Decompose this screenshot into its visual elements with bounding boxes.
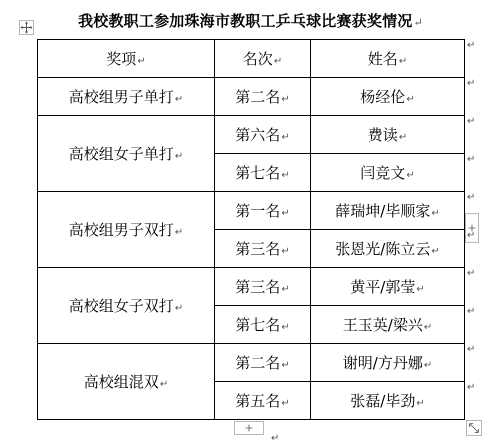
end-of-row-mark-icon: ↵ [467, 192, 476, 203]
rank-cell[interactable] [215, 268, 311, 306]
paragraph-mark-icon: ↵ [281, 284, 290, 295]
end-of-row-mark-icon: ↵ [467, 116, 476, 127]
rank-cell-text: 第三名 [235, 278, 281, 296]
paragraph-mark-icon: ↵ [416, 284, 425, 295]
rank-cell[interactable] [215, 230, 311, 268]
end-of-row-mark-icon: ↵ [467, 268, 476, 279]
table-row [38, 344, 465, 382]
name-cell[interactable] [311, 116, 465, 154]
name-cell[interactable] [311, 268, 465, 306]
end-of-row-mark-icon: ↵ [467, 306, 476, 317]
paragraph-mark-icon: ↵ [423, 322, 433, 333]
name-cell-text: 费读 [367, 126, 398, 144]
table-row [38, 192, 465, 230]
table-row [38, 268, 465, 306]
rank-cell-text: 第五名 [235, 392, 281, 410]
event-cell-text: 高校组男子双打 [68, 221, 174, 239]
end-of-row-mark-icon: ↵ [467, 230, 476, 241]
add-row-button[interactable] [234, 421, 264, 435]
end-of-row-mark-icon: ↵ [467, 382, 476, 393]
rank-cell-text: 第一名 [235, 202, 281, 220]
rank-cell-text: 第二名 [235, 88, 281, 106]
name-cell-text: 张恩光/陈立云 [335, 240, 431, 258]
paragraph-mark-icon: ↵ [281, 208, 290, 219]
paragraph-mark-icon: ↵ [281, 170, 290, 181]
event-cell-text: 高校组女子双打 [68, 297, 174, 315]
name-cell[interactable] [311, 344, 465, 382]
name-cell[interactable] [311, 382, 465, 420]
header-cell-name[interactable] [311, 40, 465, 78]
rank-cell[interactable] [215, 116, 311, 154]
name-cell[interactable] [311, 154, 465, 192]
rank-cell-text: 第七名 [235, 316, 281, 334]
paragraph-mark-icon: ↵ [159, 379, 169, 390]
resize-diagonal-icon [467, 421, 481, 435]
paragraph-mark-icon: ↵ [281, 94, 290, 105]
table-header-row [38, 40, 465, 78]
paragraph-mark-icon: ↵ [174, 94, 184, 105]
paragraph-mark-icon: ↵ [271, 433, 280, 444]
end-of-row-mark-icon: ↵ [467, 344, 476, 355]
end-of-row-mark-icon: ↵ [467, 154, 476, 165]
paragraph-mark-icon: ↵ [137, 56, 146, 67]
paragraph-mark-icon: ↵ [174, 227, 184, 238]
rank-cell[interactable] [215, 78, 311, 116]
paragraph-mark-icon: ↵ [281, 360, 290, 371]
name-cell-text: 王玉英/梁兴 [342, 316, 423, 334]
name-cell[interactable] [311, 192, 465, 230]
rank-cell-text: 第六名 [235, 126, 281, 144]
event-cell[interactable] [38, 344, 215, 420]
paragraph-mark-icon: ↵ [174, 303, 184, 314]
event-cell[interactable] [38, 268, 215, 344]
rank-cell[interactable] [215, 344, 311, 382]
paragraph-mark-icon: ↵ [281, 246, 290, 257]
rank-cell[interactable] [215, 382, 311, 420]
paragraph-mark-icon: ↵ [406, 170, 415, 181]
header-cell-rank[interactable] [215, 40, 311, 78]
event-cell-text: 高校组男子单打 [68, 88, 174, 106]
name-cell-text: 张磊/毕劲 [350, 392, 416, 410]
paragraph-mark-icon: ↵ [281, 132, 290, 143]
table-row [38, 116, 465, 154]
plus-icon [235, 422, 263, 434]
document-title-text: 我校教职工参加珠海市教职工乒乓球比赛获奖情况 [78, 12, 413, 30]
paragraph-mark-icon: ↵ [281, 398, 290, 409]
paragraph-mark-icon: ↵ [406, 94, 415, 105]
rank-cell-text: 第三名 [235, 240, 281, 258]
rank-cell[interactable] [215, 192, 311, 230]
paragraph-mark-icon: ↵ [416, 398, 425, 409]
paragraph-mark-icon: ↵ [431, 246, 440, 257]
event-cell-text: 高校组混双 [83, 373, 159, 391]
awards-table [37, 39, 465, 420]
rank-cell[interactable] [215, 306, 311, 344]
paragraph-mark-icon: ↵ [398, 56, 408, 67]
paragraph-mark-icon: ↵ [273, 56, 283, 67]
name-cell-text: 谢明/方丹娜 [342, 354, 423, 372]
table-resize-handle[interactable] [466, 420, 482, 436]
header-cell-event[interactable] [38, 40, 215, 78]
name-cell[interactable] [311, 78, 465, 116]
end-of-row-mark-icon: ↵ [467, 78, 476, 89]
paragraph-mark-icon: ↵ [281, 322, 290, 333]
event-cell[interactable] [38, 78, 215, 116]
paragraph-mark-icon: ↵ [423, 360, 433, 371]
name-cell-text: 黄平/郭莹 [350, 278, 416, 296]
event-cell[interactable] [38, 116, 215, 192]
rank-cell-text: 第二名 [235, 354, 281, 372]
end-of-row-mark-icon: ↵ [467, 40, 476, 51]
document-title [0, 10, 501, 31]
table-row [38, 78, 465, 116]
name-cell-text: 杨经伦 [360, 88, 406, 106]
paragraph-mark-icon: ↵ [398, 132, 408, 143]
event-cell[interactable] [38, 192, 215, 268]
paragraph-mark-icon: ↵ [413, 16, 423, 29]
rank-cell-text: 第七名 [235, 164, 281, 182]
paragraph-mark-icon: ↵ [174, 151, 184, 162]
name-cell[interactable] [311, 306, 465, 344]
awards-table-body [38, 40, 465, 420]
header-cell-rank-text: 名次 [242, 50, 273, 68]
name-cell[interactable] [311, 230, 465, 268]
name-cell-text: 闫竞文 [360, 164, 406, 182]
paragraph-mark-icon: ↵ [431, 208, 440, 219]
rank-cell[interactable] [215, 154, 311, 192]
header-cell-event-text: 奖项 [106, 50, 137, 68]
header-cell-name-text: 姓名 [367, 50, 398, 68]
event-cell-text: 高校组女子单打 [68, 145, 174, 163]
name-cell-text: 薛瑞坤/毕顺家 [335, 202, 431, 220]
